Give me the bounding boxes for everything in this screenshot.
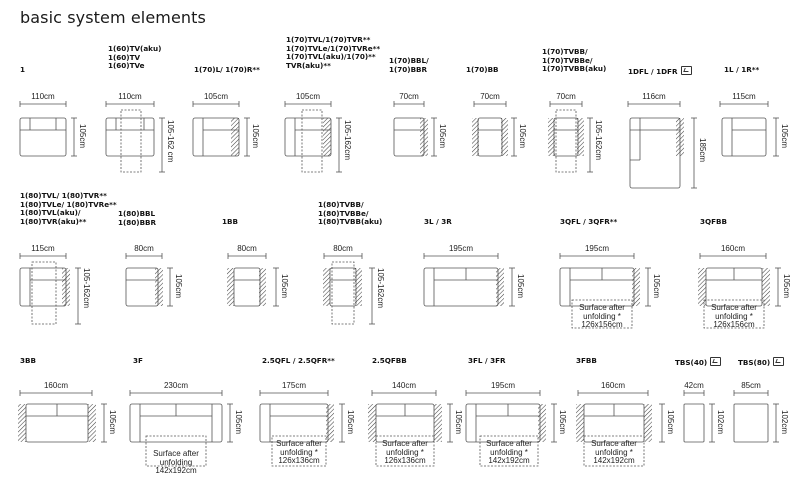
width-label: 110cm [118, 92, 142, 101]
element-label: 3QFL / 3QFR** [560, 217, 618, 226]
height-label: 105cm [174, 274, 183, 299]
width-label: 105cm [295, 92, 320, 101]
element-label: TBS(80) [738, 357, 784, 368]
element-17-drawing [18, 404, 107, 442]
element-label: 1(80)TVBB/ 1(80)TVBBe/ 1(80)TVBB(aku) [318, 200, 383, 227]
width-label: 195cm [490, 381, 515, 390]
element-24-drawing [734, 404, 779, 442]
height-label: 102cm [780, 410, 789, 435]
page-title: basic system elements [20, 8, 206, 27]
element-1-drawing [20, 118, 77, 156]
element-label: 1(80)TVL/ 1(80)TVR** 1(80)TVLe/ 1(80)TVRe** 1(80)TVL(aku)/ 1(80)TVR(aku)** [20, 191, 117, 226]
element-4-drawing [285, 110, 342, 172]
width-label: 115cm [31, 244, 55, 253]
element-9-drawing [722, 118, 779, 156]
element-11-drawing [126, 268, 173, 306]
element-label: 1(70)TVL/1(70)TVR** 1(70)TVLe/1(70)TVRe** 1(70)TVL(aku)/1(70)** TVR(aku)** [286, 35, 381, 70]
width-label: 160cm [720, 244, 745, 253]
element-13-drawing [323, 262, 375, 324]
height-label: 105cm [251, 124, 260, 149]
width-label: 115cm [732, 92, 756, 101]
element-2-drawing [106, 110, 165, 172]
element-label: 1L / 1R** [724, 65, 760, 74]
height-label: 102cm [716, 410, 725, 435]
element-label: 3L / 3R [424, 217, 452, 226]
element-label: 2.5QFBB [372, 356, 407, 365]
unfolding-note: Surface after unfolding * 126x136cm [382, 439, 428, 466]
height-label: 105cm [454, 410, 463, 435]
height-label: 105-162cm [343, 120, 352, 161]
width-label: 80cm [134, 244, 154, 253]
unfolding-note: Surface after unfolding 142x192cm [153, 449, 199, 476]
element-label: 1(70)BB [466, 65, 499, 74]
element-label: 1(80)BBL 1(80)BBR [118, 209, 157, 227]
element-label: TBS(40) [675, 357, 721, 368]
element-3-drawing [193, 118, 250, 156]
element-14-drawing [424, 268, 515, 306]
width-label: 110cm [31, 92, 55, 101]
height-label: 105-162cm [376, 268, 385, 309]
element-8-drawing [630, 118, 697, 188]
height-label: 105-162cm [594, 120, 603, 161]
height-label: 105cm [78, 124, 87, 149]
width-label: 195cm [448, 244, 473, 253]
height-label: 105-162 cm [166, 120, 175, 163]
width-dimension-lines [20, 390, 768, 396]
height-label: 105cm [280, 274, 289, 299]
element-label: 3QFBB [700, 217, 727, 226]
height-label: 185cm [698, 138, 707, 163]
element-label: 1(60)TV(aku) 1(60)TV 1(60)TVe [108, 44, 162, 71]
width-label: 116cm [642, 92, 666, 101]
width-label: 160cm [600, 381, 625, 390]
width-label: 70cm [399, 92, 419, 101]
element-label: 1(70)BBL/ 1(70)BBR [389, 56, 429, 74]
width-label: 175cm [281, 381, 306, 390]
height-label: 105cm [516, 274, 525, 299]
width-dimension-lines [20, 101, 768, 107]
element-7-drawing [548, 110, 593, 172]
height-label: 105cm [234, 410, 243, 435]
width-label: 80cm [237, 244, 257, 253]
height-label: 105cm [782, 274, 791, 299]
element-10-drawing [20, 262, 81, 324]
width-label: 85cm [741, 381, 761, 390]
unfolding-note: Surface after unfolding * 142x192cm [591, 439, 637, 466]
height-label: 105cm [652, 274, 661, 299]
element-label: 1(70)L/ 1(70)R** [194, 65, 260, 74]
element-5-drawing [394, 118, 437, 156]
height-label: 105cm [558, 410, 567, 435]
width-label: 105cm [203, 92, 228, 101]
element-label: 2.5QFL / 2.5QFR** [262, 356, 335, 365]
width-label: 195cm [584, 244, 609, 253]
width-dimension-lines [20, 253, 766, 259]
width-label: 140cm [391, 381, 416, 390]
height-label: 105cm [666, 410, 675, 435]
unfolding-note: Surface after unfolding * 126x156cm [579, 303, 625, 330]
height-label: 105-162cm [82, 268, 91, 309]
element-6-drawing [472, 118, 517, 156]
element-label: 3F [133, 356, 143, 365]
element-12-drawing [227, 268, 279, 306]
width-label: 160cm [43, 381, 68, 390]
width-label: 70cm [556, 92, 576, 101]
element-23-drawing [684, 404, 715, 442]
unfolding-note: Surface after unfolding * 142x192cm [486, 439, 532, 466]
height-label: 105cm [438, 124, 447, 149]
element-label: 1(70)TVBB/ 1(70)TVBBe/ 1(70)TVBB(aku) [542, 47, 607, 74]
width-label: 80cm [333, 244, 353, 253]
element-label: 3FL / 3FR [468, 356, 506, 365]
height-label: 105cm [518, 124, 527, 149]
height-label: 105cm [108, 410, 117, 435]
height-label: 105cm [346, 410, 355, 435]
width-label: 42cm [684, 381, 704, 390]
element-label: 1DFL / 1DFR [628, 66, 692, 77]
element-label: 1 [20, 65, 26, 74]
height-label: 105cm [780, 124, 789, 149]
width-label: 70cm [480, 92, 500, 101]
unfolding-note: Surface after unfolding * 126x156cm [711, 303, 757, 330]
element-label: 3BB [20, 356, 36, 365]
width-label: 230cm [163, 381, 188, 390]
element-label: 3FBB [576, 356, 597, 365]
unfolding-note: Surface after unfolding * 126x136cm [276, 439, 322, 466]
element-label: 1BB [222, 217, 238, 226]
